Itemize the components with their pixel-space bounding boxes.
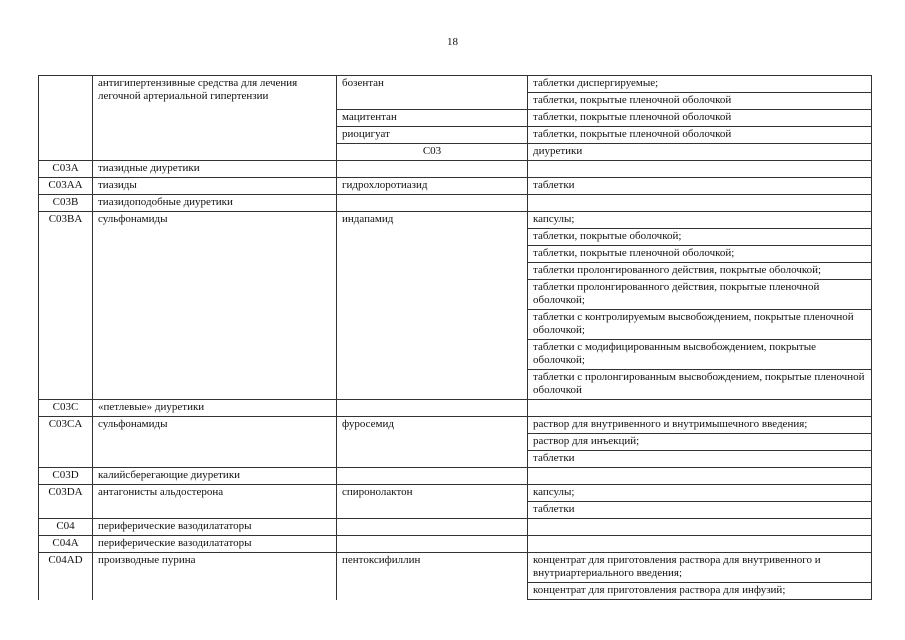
- atc-code-cell: C04A: [39, 536, 93, 553]
- group-name-cell: «петлевые» диуретики: [93, 400, 337, 417]
- dosage-form-cell: таблетки, покрытые пленочной оболочкой: [528, 127, 872, 144]
- group-name-cell: периферические вазодилататоры: [93, 519, 337, 536]
- atc-code-cell: C03CA: [39, 417, 93, 468]
- group-name-cell: периферические вазодилататоры: [93, 536, 337, 553]
- dosage-form-cell: таблетки: [528, 451, 872, 468]
- table-row: [39, 536, 872, 553]
- dosage-form-cell: капсулы;: [528, 212, 872, 229]
- drug-table: [38, 75, 872, 600]
- atc-code-cell: C03A: [39, 161, 93, 178]
- dosage-form-cell: таблетки с пролонгированным высвобождением, покрытые пленочной оболочкой: [528, 370, 872, 400]
- drug-name-cell: спиронолактон: [337, 485, 528, 519]
- atc-code-cell: C03AA: [39, 178, 93, 195]
- dosage-form-cell: таблетки: [528, 502, 872, 519]
- dosage-form-cell: [528, 400, 872, 417]
- table-row: [39, 485, 872, 502]
- drug-name-cell: [337, 161, 528, 178]
- group-name-cell: сульфонамиды: [93, 417, 337, 468]
- group-name-cell: тиазидоподобные диуретики: [93, 195, 337, 212]
- table-row: [39, 178, 872, 195]
- drug-name-cell: [337, 468, 528, 485]
- group-name-cell: тиазиды: [93, 178, 337, 195]
- drug-name-cell: [337, 195, 528, 212]
- dosage-form-cell: раствор для внутривенного и внутримышечного введения;: [528, 417, 872, 434]
- dosage-form-cell: [528, 536, 872, 553]
- dosage-form-cell: таблетки, покрытые пленочной оболочкой: [528, 110, 872, 127]
- table-row: [39, 76, 872, 93]
- dosage-form-cell: таблетки с контролируемым высвобождением, покрытые пленочной оболочкой;: [528, 310, 872, 340]
- dosage-form-cell: [528, 468, 872, 485]
- dosage-form-cell: [528, 161, 872, 178]
- drug-name-cell: бозентан: [337, 76, 528, 110]
- table-row: [39, 161, 872, 178]
- page-number: 18: [447, 36, 458, 48]
- dosage-form-cell: таблетки: [528, 178, 872, 195]
- dosage-form-cell: таблетки, покрытые пленочной оболочкой: [528, 93, 872, 110]
- atc-code-cell: C03D: [39, 468, 93, 485]
- dosage-form-cell: таблетки диспергируемые;: [528, 76, 872, 93]
- drug-name-cell: фуросемид: [337, 417, 528, 468]
- dosage-form-cell: раствор для инъекций;: [528, 434, 872, 451]
- group-name-cell: калийсберегающие диуретики: [93, 468, 337, 485]
- dosage-form-cell: таблетки, покрытые оболочкой;: [528, 229, 872, 246]
- drug-name-cell: мацитентан: [337, 110, 528, 127]
- drug-name-cell: пентоксифиллин: [337, 553, 528, 600]
- atc-code-cell: C03DA: [39, 485, 93, 519]
- atc-code-cell: C04: [39, 519, 93, 536]
- group-name-cell: диуретики: [528, 144, 872, 161]
- atc-code-cell: C03B: [39, 195, 93, 212]
- drug-name-cell: индапамид: [337, 212, 528, 400]
- table-row: [39, 417, 872, 434]
- drug-name-cell: [337, 519, 528, 536]
- atc-code-cell: C03BA: [39, 212, 93, 400]
- group-name-cell: сульфонамиды: [93, 212, 337, 400]
- table-row: [39, 212, 872, 229]
- dosage-form-cell: [528, 195, 872, 212]
- dosage-form-cell: [528, 519, 872, 536]
- table-row: [39, 400, 872, 417]
- atc-code-cell: C03C: [39, 400, 93, 417]
- atc-code-cell: C04AD: [39, 553, 93, 600]
- drug-name-cell: [337, 400, 528, 417]
- drug-name-cell: риоцигуат: [337, 127, 528, 144]
- table-row: [39, 468, 872, 485]
- atc-code-cell: C03: [337, 144, 528, 161]
- group-name-cell: производные пурина: [93, 553, 337, 600]
- dosage-form-cell: концентрат для приготовления раствора для внутривенного и внутриартериального введения;: [528, 553, 872, 583]
- group-name-cell: антигипертензивные средства для лечения легочной артериальной гипертензии: [93, 76, 337, 161]
- dosage-form-cell: капсулы;: [528, 485, 872, 502]
- drug-name-cell: гидрохлоротиазид: [337, 178, 528, 195]
- table-row: [39, 553, 872, 583]
- table-row: [39, 519, 872, 536]
- dosage-form-cell: таблетки пролонгированного действия, покрытые оболочкой;: [528, 263, 872, 280]
- dosage-form-cell: таблетки, покрытые пленочной оболочкой;: [528, 246, 872, 263]
- group-name-cell: тиазидные диуретики: [93, 161, 337, 178]
- dosage-form-cell: концентрат для приготовления раствора для инфузий;: [528, 583, 872, 600]
- table-row: [39, 195, 872, 212]
- atc-code-cell: [39, 76, 93, 161]
- dosage-form-cell: таблетки пролонгированного действия, покрытые пленочной оболочкой;: [528, 280, 872, 310]
- drug-name-cell: [337, 536, 528, 553]
- dosage-form-cell: таблетки с модифицированным высвобождением, покрытые оболочкой;: [528, 340, 872, 370]
- group-name-cell: антагонисты альдостерона: [93, 485, 337, 519]
